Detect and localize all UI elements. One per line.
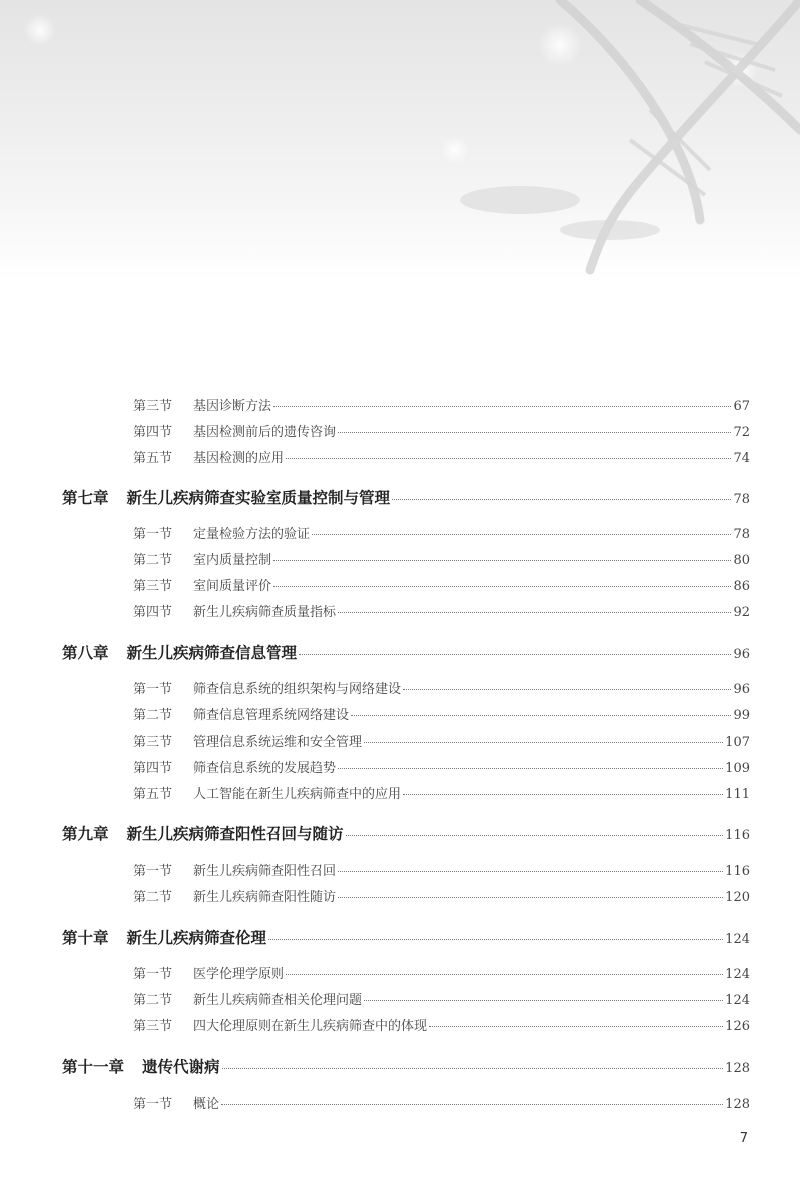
dot-leader <box>351 714 731 716</box>
section-page-number: 78 <box>733 527 750 542</box>
dot-leader <box>338 767 723 769</box>
section-page-number: 111 <box>725 787 750 802</box>
chapter-label: 第九章 <box>62 825 109 843</box>
toc-chapter-entry[interactable] <box>62 822 750 844</box>
section-title: 医学伦理学原则 <box>193 967 285 982</box>
section-page-number: 124 <box>725 967 750 982</box>
dot-leader <box>299 653 731 655</box>
section-label: 第五节 <box>133 787 173 802</box>
section-page-number: 128 <box>725 1097 750 1112</box>
section-label: 第三节 <box>133 1019 173 1034</box>
section-label: 第四节 <box>133 425 173 440</box>
chapter-page-number: 116 <box>725 828 750 843</box>
section-page-number: 126 <box>725 1019 750 1034</box>
section-label: 第二节 <box>133 708 173 723</box>
toc-section-entry[interactable] <box>133 783 750 802</box>
toc-section-entry[interactable] <box>133 757 750 776</box>
toc-section-entry[interactable] <box>133 731 750 750</box>
section-page-number: 96 <box>733 682 750 697</box>
toc-section-entry[interactable] <box>133 704 750 723</box>
toc-section-entry[interactable] <box>133 1093 750 1112</box>
dot-leader <box>403 688 731 690</box>
dot-leader <box>222 1067 724 1069</box>
dot-leader <box>364 741 723 743</box>
section-title: 定量检验方法的验证 <box>193 527 311 542</box>
chapter-label: 第十一章 <box>62 1058 125 1076</box>
dot-leader <box>273 405 731 407</box>
dot-leader <box>392 498 731 500</box>
section-title: 筛查信息系统的发展趋势 <box>193 761 337 776</box>
dot-leader <box>221 1103 723 1105</box>
chapter-label: 第十章 <box>62 929 109 947</box>
section-title: 基因检测前后的遗传咨询 <box>193 425 337 440</box>
section-title: 人工智能在新生儿疾病筛查中的应用 <box>193 787 402 802</box>
chapter-title: 遗传代谢病 <box>142 1058 220 1076</box>
toc-section-entry[interactable] <box>133 421 750 440</box>
section-title: 筛查信息系统的组织架构与网络建设 <box>193 682 402 697</box>
toc-chapter-entry[interactable] <box>62 1055 750 1077</box>
toc-section-entry[interactable] <box>133 860 750 879</box>
toc-section-entry[interactable] <box>133 447 750 466</box>
section-title: 管理信息系统运维和安全管理 <box>193 735 363 750</box>
toc-section-entry[interactable] <box>133 886 750 905</box>
page-number: 7 <box>739 1131 748 1146</box>
dot-leader <box>346 834 724 836</box>
toc-chapter-entry[interactable] <box>62 641 750 663</box>
section-page-number: 74 <box>733 451 750 466</box>
toc-section-entry[interactable] <box>133 549 750 568</box>
section-label: 第一节 <box>133 682 173 697</box>
section-title: 基因检测的应用 <box>193 451 285 466</box>
section-label: 第一节 <box>133 967 173 982</box>
chapter-page-number: 96 <box>733 647 750 662</box>
section-page-number: 86 <box>733 579 750 594</box>
section-page-number: 116 <box>725 864 750 879</box>
dot-leader <box>338 431 731 433</box>
toc-chapter-entry[interactable] <box>62 926 750 948</box>
toc-section-entry[interactable] <box>133 963 750 982</box>
section-label: 第二节 <box>133 553 173 568</box>
chapter-title: 新生儿疾病筛查实验室质量控制与管理 <box>126 489 391 507</box>
dot-leader <box>429 1025 723 1027</box>
section-label: 第三节 <box>133 579 173 594</box>
section-page-number: 67 <box>733 399 750 414</box>
dot-leader <box>403 793 723 795</box>
section-title: 新生儿疾病筛查阳性随访 <box>193 890 337 905</box>
section-label: 第二节 <box>133 993 173 1008</box>
section-title: 新生儿疾病筛查相关伦理问题 <box>193 993 363 1008</box>
section-label: 第一节 <box>133 864 173 879</box>
section-label: 第四节 <box>133 761 173 776</box>
toc-section-entry[interactable] <box>133 1015 750 1034</box>
dot-leader <box>338 896 723 898</box>
toc-section-entry[interactable] <box>133 523 750 542</box>
section-label: 第四节 <box>133 605 173 620</box>
dot-leader <box>273 585 731 587</box>
section-title: 四大伦理原则在新生儿疾病筛查中的体现 <box>193 1019 428 1034</box>
section-label: 第一节 <box>133 1097 173 1112</box>
section-title: 新生儿疾病筛查阳性召回 <box>193 864 337 879</box>
chapter-title: 新生儿疾病筛查伦理 <box>126 929 267 947</box>
section-title: 室间质量评价 <box>193 579 272 594</box>
section-title: 基因诊断方法 <box>193 399 272 414</box>
toc-section-entry[interactable] <box>133 601 750 620</box>
section-label: 第三节 <box>133 399 173 414</box>
section-label: 第三节 <box>133 735 173 750</box>
toc-section-entry[interactable] <box>133 989 750 1008</box>
dot-leader <box>268 938 723 940</box>
chapter-page-number: 78 <box>733 492 750 507</box>
toc-section-entry[interactable] <box>133 395 750 414</box>
toc-section-entry[interactable] <box>133 575 750 594</box>
section-label: 第五节 <box>133 451 173 466</box>
section-page-number: 99 <box>733 708 750 723</box>
section-page-number: 120 <box>725 890 750 905</box>
section-title: 筛查信息管理系统网络建设 <box>193 708 350 723</box>
section-title: 概论 <box>193 1097 220 1112</box>
section-title: 室内质量控制 <box>193 553 272 568</box>
dot-leader <box>273 559 731 561</box>
section-page-number: 109 <box>725 761 750 776</box>
dot-leader <box>338 870 723 872</box>
chapter-page-number: 124 <box>725 932 750 947</box>
section-page-number: 80 <box>733 553 750 568</box>
chapter-title: 新生儿疾病筛查阳性召回与随访 <box>126 825 344 843</box>
chapter-label: 第八章 <box>62 644 109 662</box>
section-title: 新生儿疾病筛查质量指标 <box>193 605 337 620</box>
section-page-number: 72 <box>733 425 750 440</box>
dot-leader <box>286 457 731 459</box>
dot-leader <box>312 533 731 535</box>
dot-leader <box>286 973 723 975</box>
section-page-number: 92 <box>733 605 750 620</box>
chapter-page-number: 128 <box>725 1061 750 1076</box>
dot-leader <box>364 999 723 1001</box>
toc-chapter-entry[interactable] <box>62 486 750 508</box>
section-label: 第一节 <box>133 527 173 542</box>
chapter-title: 新生儿疾病筛查信息管理 <box>126 644 298 662</box>
toc-section-entry[interactable] <box>133 678 750 697</box>
chapter-label: 第七章 <box>62 489 109 507</box>
section-label: 第二节 <box>133 890 173 905</box>
section-page-number: 107 <box>725 735 750 750</box>
section-page-number: 124 <box>725 993 750 1008</box>
dot-leader <box>338 611 731 613</box>
